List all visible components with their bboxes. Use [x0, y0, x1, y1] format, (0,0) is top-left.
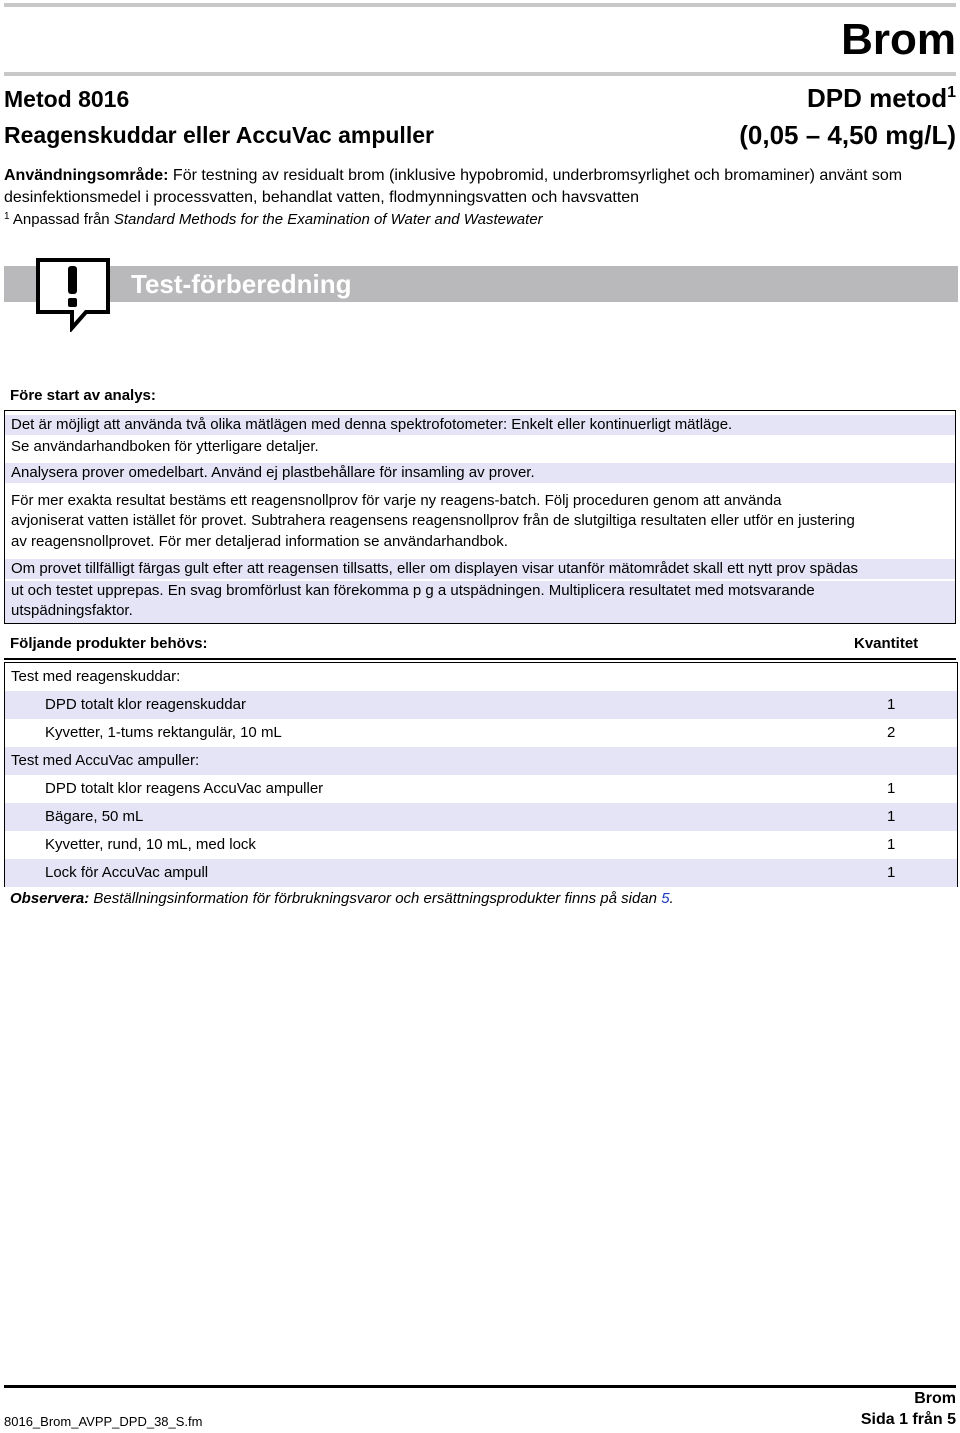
observe-label: Observera:: [10, 890, 90, 907]
method-subtitle: Reagenskuddar eller AccuVac ampuller: [4, 122, 434, 148]
row-qty: 1: [887, 780, 896, 797]
note-line: ut och testet upprepas. En svag bromförlust kan förekomma p g a utspädningen. Multiplicera resultatet med motsvarande: [5, 581, 955, 601]
table-group-row: [5, 663, 957, 691]
row-name: Lock för AccuVac ampull: [45, 864, 209, 881]
row-qty: 1: [887, 808, 896, 825]
note-line: Analysera prover omedelbart. Använd ej plastbehållare för insamling av prover.: [5, 463, 955, 483]
scope-label: Användningsområde:: [4, 167, 169, 184]
before-start-label: Före start av analys:: [10, 387, 156, 404]
table-group-row: [5, 747, 957, 775]
footnote-prefix: Anpassad från: [9, 211, 114, 228]
note-line: För mer exakta resultat bestäms ett reagensnollprov för varje ny reagens-batch. Följ proceduren genom att använda: [11, 492, 782, 509]
notes-box: [4, 410, 956, 624]
footer-page-number: Sida 1 från 5: [860, 1411, 956, 1428]
footer-title: Brom: [914, 1390, 956, 1407]
row-qty: 1: [887, 836, 896, 853]
footer-rule: [4, 1385, 956, 1388]
row-name: DPD totalt klor reagenskuddar: [45, 696, 246, 713]
observe-text: Beställningsinformation för förbrukningsvaror och ersättningsprodukter finns på sidan: [89, 890, 662, 907]
row-name: Test med AccuVac ampuller:: [11, 752, 200, 769]
note-line: av reagensnollprovet. För mer detaljerad information se användarhandbok.: [11, 533, 508, 550]
products-rule: [4, 658, 956, 660]
row-name: Test med reagenskuddar:: [11, 668, 181, 685]
table-row: [5, 803, 957, 831]
footnote-number: 1: [4, 211, 10, 222]
row-name: Kyvetter, 1-tums rektangulär, 10 mL: [45, 724, 282, 741]
section-title: Test-förberedning: [131, 269, 352, 299]
scope-paragraph: [4, 165, 956, 209]
note-line: Om provet tillfälligt färgas gult efter att reagensen tillsatts, eller om displayen visar utanför mätområdet skall ett nytt prov spädas: [5, 559, 955, 579]
top-rule: [4, 3, 956, 7]
note-line: avjoniserat vatten istället för provet. Subtrahera reagensens reagensnollprov från de slutgiltiga resultaten eller utför en justering: [11, 512, 855, 529]
note-line: Det är möjligt att använda två olika mätlägen med denna spektrofotometer: Enkelt eller kontinuerligt mätläge.: [5, 415, 955, 435]
quantity-header: Kvantitet: [854, 635, 919, 652]
page-link[interactable]: 5: [661, 890, 670, 907]
warning-speech-icon: [34, 256, 112, 332]
observe-note: [10, 889, 674, 909]
note-line: utspädningsfaktor.: [5, 601, 955, 623]
footnote: [4, 210, 543, 230]
row-name: Bägare, 50 mL: [45, 808, 144, 825]
row-qty: 2: [887, 724, 896, 741]
row-qty: 1: [887, 864, 896, 881]
note-line: Se användarhandboken för ytterligare detaljer.: [11, 438, 319, 455]
footnote-source: Standard Methods for the Examination of Water and Wastewater: [113, 211, 543, 228]
scope-text: För testning av residualt brom (inklusive hypobromid, underbromsyrlighet och bromaminer) använt som desinfektionsmedel i processvatten, behandlat vatten, flodmynningsvatten och havsvatten: [4, 167, 903, 206]
table-row: [5, 691, 957, 719]
table-row: [5, 831, 957, 859]
products-label: Följande produkter behövs:: [10, 635, 208, 652]
measurement-range: (0,05 – 4,50 mg/L): [739, 120, 956, 150]
footer-filename: 8016_Brom_AVPP_DPD_38_S.fm: [4, 1414, 203, 1429]
row-name: Kyvetter, rund, 10 mL, med lock: [45, 836, 256, 853]
table-row: [5, 775, 957, 803]
dpd-footnote-ref: 1: [947, 84, 956, 101]
table-row: [5, 859, 957, 887]
dpd-method: [807, 83, 956, 113]
table-row: [5, 719, 957, 747]
row-name: DPD totalt klor reagens AccuVac ampuller: [45, 780, 324, 797]
products-table: [4, 662, 958, 887]
row-qty: 1: [887, 696, 896, 713]
dpd-method-label: DPD metod: [806, 83, 948, 113]
page-title: Brom: [841, 15, 956, 64]
title-rule: [4, 72, 956, 76]
observe-end: .: [669, 890, 674, 907]
method-number: Metod 8016: [4, 86, 130, 112]
